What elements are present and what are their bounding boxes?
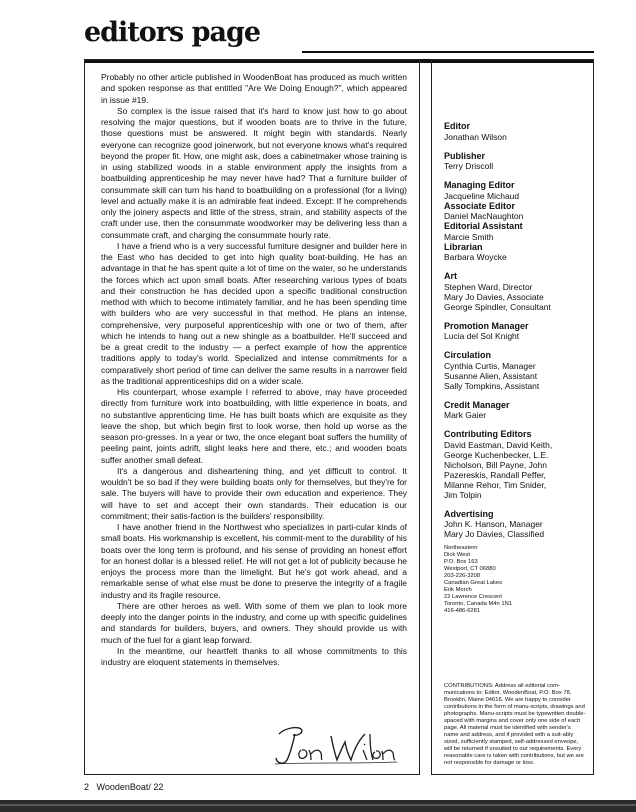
address-line: Canadian Great Lakes (444, 580, 503, 586)
article-paragraph: There are other heroes as well. With some of them we plan to look more deeply into the danger points in the industry, and come up with specific guidelines and standards for builders, buyers, and owners. They should provide us with much of the fuel for a giant leap forward. (101, 600, 407, 645)
article-paragraph: So complex is the issue raised that it's hard to know just how to go about resolving the major questions, but if wooden boats are to thrive in the future, those questions must be answered. It might begin with standards. Nearly everyone can recognize good joinerwork, but not everyone knows what's required beyond the proper fit. How, one might ask, does a cabinetmaker whose training is in using stabilized woods in a stable environment apply the insights from a boatbuilding apprenticeship he may never have had? That a furniture builder of consummate skill can turn his hand to boatbuilding on a professional (for a living) level and actually make it is an admirable feat indeed. Except: If he comprehends only the joinery aspects and little of the stress, strain, and stability aspects of the craft under use, then the consummate woodworker may be delivering less than a consummate craft, and charging the consummate hourly rate. (101, 105, 407, 240)
article-paragraph: It's a dangerous and disheartening thing, and yet difficult to control. It wouldn't be so bad if they were building boats only for themselves, but they're for sale. The buyers will have to provide their own education and experience. They will have to set and accept their own standards. Their education is our commitment; their satis-faction is the builders' responsibility. (101, 465, 407, 521)
staff-role: Librarian (444, 241, 483, 252)
staff-role: Circulation (444, 350, 492, 360)
staff-section (444, 242, 586, 263)
staff-section (444, 221, 586, 242)
staff-role: Contributing Editors (444, 429, 532, 439)
masthead-column (431, 59, 594, 775)
staff-section (444, 121, 586, 142)
address-line: 416-486-6281 (444, 608, 481, 614)
staff-list (444, 112, 586, 767)
staff-name: Susanne Alien, Assistant (444, 370, 538, 381)
page-title: editors page (84, 17, 261, 48)
staff-role: Editor (444, 121, 470, 131)
staff-name: David Eastman, David Keith, (444, 439, 553, 450)
staff-name: Sally Tompkins, Assistant (444, 380, 540, 391)
staff-name: Nicholson, Bill Payne, John (444, 459, 548, 470)
staff-role: Promotion Manager (444, 320, 529, 331)
staff-name: Cynthia Curtis, Manager (444, 360, 536, 371)
viewer-bottom-bar (0, 800, 636, 812)
staff-section (444, 271, 586, 312)
staff-name: Jacqueline Michaud (444, 190, 520, 201)
staff-section (444, 429, 586, 500)
article-paragraph: I have another friend in the Northwest who specializes in parti-cular kinds of small boats. His workmanship is excellent, his commit-ment to the durability of his boats over the long term is profound, and his sense of providing an honest effort for an honest dollar is a blessed relief. He will not get a lot of publicity because he enjoys the process more than the limelight. But he's got work ahead, and a remarkable sense of what else must be done to preserve the integrity of a fragile industry and its fragile resource. (101, 522, 407, 600)
staff-name: Lucia del Sol Knight (444, 331, 520, 341)
page-header (84, 18, 594, 50)
staff-name: Mark Gaier (444, 410, 487, 420)
staff-name: Mary Jo Davies, Classified (444, 529, 545, 539)
article-paragraph: Probably no other article published in WoodenBoat has produced as much written and spoken response as that entitled "Are We Doing Enough?", which appeared in issue #19. (101, 72, 407, 105)
staff-role: Managing Editor (444, 180, 515, 190)
staff-role: Advertising (444, 508, 494, 519)
staff-name: Mary Jo Davies, Associate (444, 291, 544, 302)
staff-name: Marcie Smith (444, 231, 494, 242)
address-line: 22 Lawrence Crescent (444, 594, 502, 600)
staff-name: John K. Hanson, Manager (444, 519, 543, 529)
staff-section (444, 201, 586, 222)
address-line: Westport, CT 06880 (444, 566, 496, 572)
page-footer (84, 782, 163, 793)
staff-role: Editorial Assistant (444, 221, 523, 231)
staff-role: Publisher (444, 150, 486, 161)
staff-role: Credit Manager (444, 399, 510, 410)
staff-name: Terry Driscoll (444, 161, 494, 171)
editorial-article (101, 72, 407, 668)
page-number: 2 (84, 782, 90, 792)
editorial-column (84, 59, 420, 775)
article-paragraph: I have a friend who is a very successful furniture designer and builder here in the East who has decided to get into high quality boat-building. He has an advantage in that he has spent quite a lot of time on the water, so he understands the forces which act upon small boats. After researching various types of boats and their construction he has decided upon a specific traditional construction method with which to become intimately familiar, and he has been spending time with builders who are very successful in that method. He plans an intense, comprehensive, very purposeful apprenticeship with one or two of them, after which he intends to hang out a new shingle as a boatbuilder. He'll succeed and be a great credit to the industry — a perfect example of how the apprentice traditions apply to today's world. Specialized and intense commitments for a comparatively short period of time can deliver the same results in a narrower field as the traditional apprenticeships did on a wider scale. (101, 240, 407, 386)
staff-name: Daniel MacNaughton (444, 211, 524, 221)
staff-section (444, 400, 586, 421)
staff-section (444, 509, 586, 540)
staff-role: Associate Editor (444, 200, 516, 211)
address-line: Erik Morch (444, 587, 472, 593)
staff-section (444, 321, 586, 342)
address-line: Toronto, Canada M4n 1N1 (444, 601, 512, 607)
address-line: Northeastern (444, 545, 478, 551)
article-paragraph: In the meantime, our heartfelt thanks to all whose commitments to this industry are eloquent statements in themselves. (101, 645, 407, 667)
article-paragraph: His counterpart, whose example I referred to above, may have proceeded directly from furniture work into boatbuilding, with little experience in boats, and no substantive apprenticing time. He has built boats which are exquisite as they leave the shop, but which begin first to look worse, then hold up worse as the season pro-gresses. In a year or two, the once elegant boat suffers the humility of peeling paint, joints adrift, slight leaks here and there, etc.; and wooden boats suffer another small defeat. (101, 387, 407, 465)
advertising-addresses (444, 545, 586, 615)
contributions-notice: CONTRIBUTIONS: Address all editorial com-munications to: Editor, WoodenBoat, P.O. Box 78, Brooklin, Maine 04616. We are happy to consider contributions in the form of manu-scripts, drawings and photographs. Manu-scripts must be typewritten double-spaced with margins and cover only one side of each page. All material must be identified with sender's name and address, and if provided with a suit-ably sized, sufficiently stamped, self-addressed enveope, will be returned if unsuited to our requirements. Every reasonable care is taken with contributions, but we are not responsible for damage or loss. (444, 683, 586, 766)
header-rule-thin (302, 51, 594, 53)
staff-name: Jim Tolpin (444, 489, 482, 500)
staff-name: George Kuchenbecker, L.E. (444, 449, 549, 460)
staff-name: Barbara Woycke (444, 252, 507, 262)
staff-name: Stephen Ward, Director (444, 281, 533, 292)
staff-name: Jonathan Wilson (444, 131, 507, 142)
staff-section (444, 350, 586, 391)
address-line: P.O. Box 163 (444, 559, 478, 565)
signature-image (271, 720, 401, 768)
publication-issue: WoodenBoat/ 22 (96, 782, 164, 792)
staff-name: Pazereskis, Randall Peffer, (444, 469, 546, 480)
address-line: Dick West (444, 552, 470, 558)
staff-role: Art (444, 271, 457, 281)
staff-name: George Spindler, Consultant (444, 301, 551, 312)
bottom-bar-stripe (0, 804, 636, 806)
staff-name: Milanne Rehor, Tim Snider, (444, 479, 547, 490)
staff-section (444, 180, 586, 201)
address-line: 203-226-3208 (444, 573, 481, 579)
staff-section (444, 151, 586, 172)
